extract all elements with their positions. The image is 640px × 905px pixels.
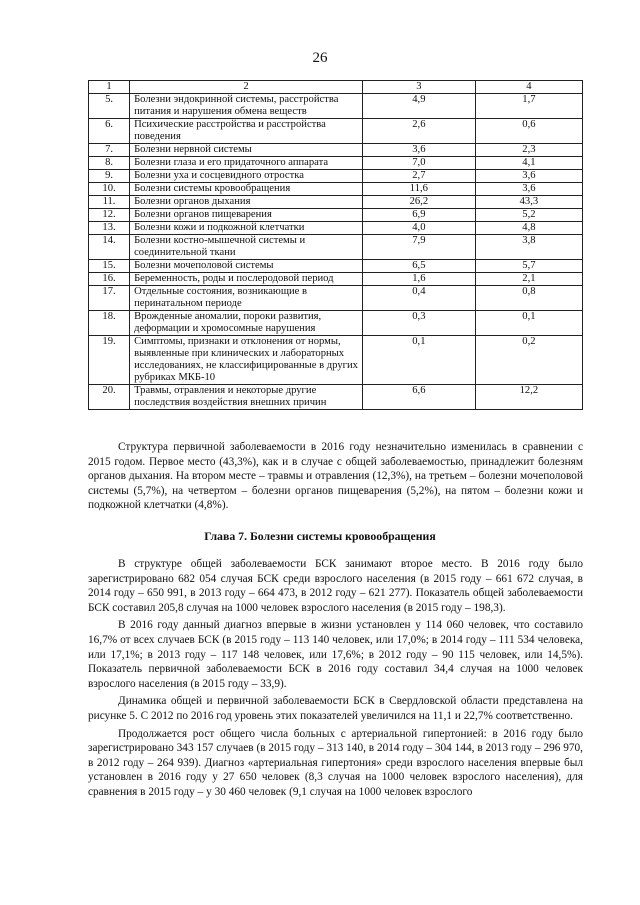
disease-class: Болезни органов дыхания [130,196,363,209]
header-cell: 3 [362,81,475,94]
table-row [89,336,583,385]
row-number: 17. [89,286,130,311]
paragraph: Динамика общей и первичной заболеваемости БСК в Свердловской области представлена на рисунке 5. С 2012 по 2016 год уровень этих показателей увеличился на 11,1 и 22,7% соответственно. [88,695,583,722]
value-col4: 3,8 [475,235,582,260]
header-cell: 1 [89,81,130,94]
table-row [89,235,583,260]
row-number: 19. [89,336,130,385]
table-row [89,170,583,183]
header-cell: 4 [475,81,582,94]
disease-class: Болезни системы кровообращения [130,183,363,196]
structure-paragraph-block [88,440,583,513]
row-number: 16. [89,273,130,286]
table-body [89,81,583,410]
chapter-heading: Глава 7. Болезни системы кровообращения [204,529,436,543]
disease-class: Врожденные аномалии, пороки развития, деформации и хромосомные нарушения [130,311,363,336]
value-col4: 0,2 [475,336,582,385]
value-col4: 4,8 [475,222,582,235]
table-row [89,94,583,119]
row-number: 10. [89,183,130,196]
row-number: 5. [89,94,130,119]
row-number: 13. [89,222,130,235]
value-col4: 1,7 [475,94,582,119]
value-col3: 11,6 [362,183,475,196]
value-col4: 4,1 [475,157,582,170]
disease-class: Отдельные состояния, возникающие в перинатальном периоде [130,286,363,311]
row-number: 9. [89,170,130,183]
disease-class: Болезни глаза и его придаточного аппарата [130,157,363,170]
header-cell: 2 [130,81,363,94]
disease-class: Болезни костно-мышечной системы и соединительной ткани [130,235,363,260]
value-col3: 7,9 [362,235,475,260]
table-header-row [89,81,583,94]
table-row [89,311,583,336]
value-col4: 5,2 [475,209,582,222]
value-col4: 43,3 [475,196,582,209]
value-col4: 3,6 [475,183,582,196]
table-row [89,209,583,222]
disease-class: Болезни кожи и подкожной клетчатки [130,222,363,235]
row-number: 12. [89,209,130,222]
value-col3: 2,7 [362,170,475,183]
table-row [89,157,583,170]
disease-class: Болезни нервной системы [130,144,363,157]
value-col3: 4,9 [362,94,475,119]
table-row [89,286,583,311]
disease-class: Беременность, роды и послеродовой период [130,273,363,286]
table-row [89,183,583,196]
value-col4: 3,6 [475,170,582,183]
table-row [89,273,583,286]
value-col4: 0,8 [475,286,582,311]
value-col3: 6,5 [362,260,475,273]
value-col4: 2,1 [475,273,582,286]
disease-class: Болезни органов пищеварения [130,209,363,222]
disease-class: Травмы, отравления и некоторые другие последствия воздействия внешних причин [130,385,363,410]
paragraph: Структура первичной заболеваемости в 2016 году незначительно изменилась в сравнении с 2015 годом. Первое место (43,3%), как и в случае с общей заболеваемостью, принадлежит болезням органов дыхания. На втором месте – травмы и отравления (12,3%), на третьем – болезни мочеполовой системы (5,7%), на четвертом – болезни органов пищеварения (5,2%), на пятом – болезни кожи и подкожной клетчатки (4,8%). [88,441,583,512]
value-col3: 26,2 [362,196,475,209]
value-col3: 4,0 [362,222,475,235]
value-col4: 0,1 [475,311,582,336]
table-row [89,119,583,144]
value-col3: 6,6 [362,385,475,410]
value-col3: 2,6 [362,119,475,144]
value-col3: 0,4 [362,286,475,311]
row-number: 8. [89,157,130,170]
value-col4: 12,2 [475,385,582,410]
disease-class: Психические расстройства и расстройства поведения [130,119,363,144]
row-number: 18. [89,311,130,336]
value-col4: 2,3 [475,144,582,157]
disease-class: Болезни уха и сосцевидного отростка [130,170,363,183]
row-number: 15. [89,260,130,273]
row-number: 7. [89,144,130,157]
table-row [89,222,583,235]
chapter-body [88,557,583,800]
table-row [89,196,583,209]
paragraph: В структуре общей заболеваемости БСК занимают второе место. В 2016 году было зарегистрировано 682 054 случая БСК среди взрослого населения (в 2015 году – 661 672 случая, в 2014 году – 650 991, в 2013 году – 664 473, в 2012 году – 621 277). Показатель общей заболеваемости БСК составил 205,8 случая на 1000 человек взрослого населения (в 2015 году – 198,3). [88,558,583,614]
table-row [89,385,583,410]
value-col4: 0,6 [475,119,582,144]
value-col3: 7,0 [362,157,475,170]
table-row [89,260,583,273]
value-col3: 0,3 [362,311,475,336]
value-col3: 1,6 [362,273,475,286]
row-number: 6. [89,119,130,144]
value-col3: 3,6 [362,144,475,157]
row-number: 20. [89,385,130,410]
disease-class: Болезни эндокринной системы, расстройства питания и нарушения обмена веществ [130,94,363,119]
page-number: 26 [312,50,328,66]
value-col4: 5,7 [475,260,582,273]
disease-class: Симптомы, признаки и отклонения от нормы, выявленные при клинических и лабораторных исследованиях, не классифицированные в других рубриках МКБ-10 [130,336,363,385]
disease-class: Болезни мочеполовой системы [130,260,363,273]
row-number: 11. [89,196,130,209]
value-col3: 6,9 [362,209,475,222]
morbidity-table [88,80,583,410]
row-number: 14. [89,235,130,260]
paragraph: В 2016 году данный диагноз впервые в жизни установлен у 114 060 человек, что составило 16,7% от всех случаев БСК (в 2015 году – 113 140 человек, или 17,0%; в 2014 году – 111 534 человека, или 17,1%; в 2013 году – 117 148 человек, или 17,6%; в 2012 году – 90 115 человек, или 14,5%). Показатель первичной заболеваемости БСК в 2016 году составил 34,4 случая на 1000 человек взрослого населения (в 2015 году – 33,9). [88,619,583,690]
table-row [89,144,583,157]
value-col3: 0,1 [362,336,475,385]
paragraph: Продолжается рост общего числа больных с артериальной гипертонией: в 2016 году было зарегистрировано 343 157 случаев (в 2015 году – 313 140, в 2014 году – 304 144, в 2013 году – 296 970, в 2012 году – 264 939). Диагноз «артериальная гипертония» среди взрослого населения впервые был установлен в 2016 году у 27 650 человек (8,3 случая на 1000 человек взрослого населения), для сравнения в 2015 году – у 30 460 человек (9,1 случая на 1000 человек взрослого [88,727,583,798]
